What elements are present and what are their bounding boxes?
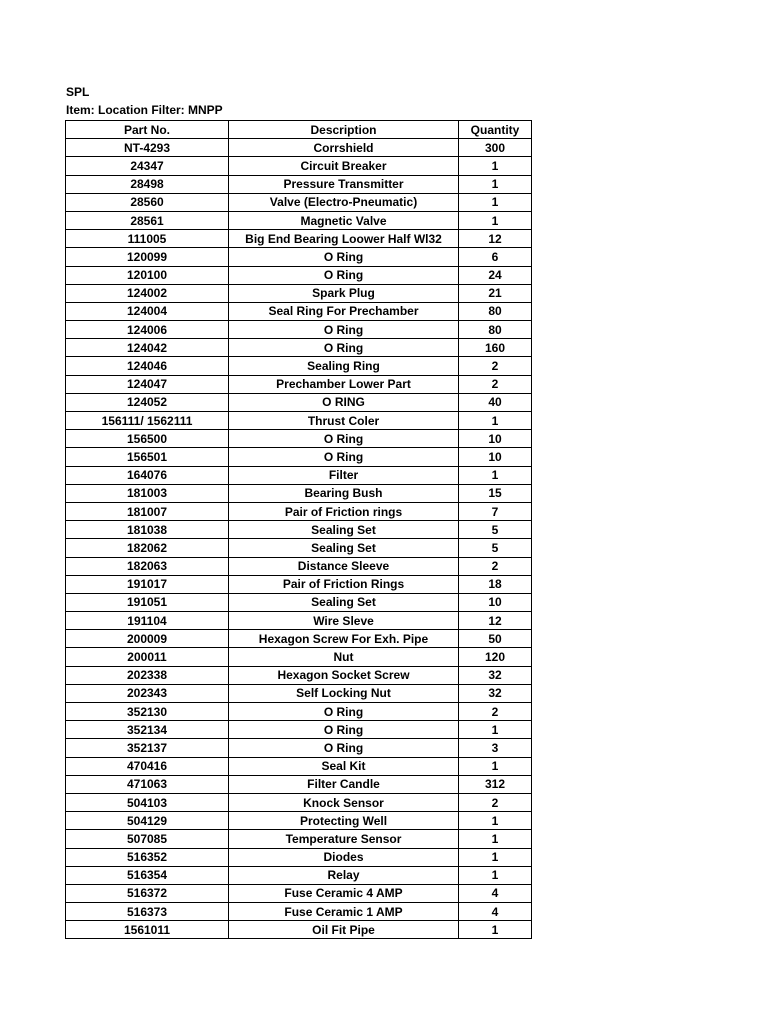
quantity-cell: 1 (459, 157, 532, 175)
quantity-cell: 160 (459, 339, 532, 357)
table-row (66, 793, 532, 811)
part-number-cell: 352130 (66, 703, 229, 721)
quantity-cell: 1 (459, 412, 532, 430)
quantity-cell: 1 (459, 921, 532, 939)
quantity-cell: 2 (459, 357, 532, 375)
table-row (66, 302, 532, 320)
quantity-cell: 6 (459, 248, 532, 266)
description-cell: Wire Sleve (229, 612, 459, 630)
part-number-cell: 516354 (66, 866, 229, 884)
description-cell: Sealing Set (229, 521, 459, 539)
quantity-cell: 1 (459, 193, 532, 211)
part-number-cell: 156500 (66, 430, 229, 448)
table-row (66, 157, 532, 175)
quantity-cell: 40 (459, 393, 532, 411)
description-cell: Big End Bearing Loower Half Wl32 (229, 230, 459, 248)
table-row (66, 430, 532, 448)
part-number-cell: 507085 (66, 830, 229, 848)
description-cell: Hexagon Socket Screw (229, 666, 459, 684)
part-number-cell: 191017 (66, 575, 229, 593)
table-row (66, 775, 532, 793)
description-cell: O Ring (229, 430, 459, 448)
table-row (66, 321, 532, 339)
description-cell: Oil Fit Pipe (229, 921, 459, 939)
description-cell: Circuit Breaker (229, 157, 459, 175)
quantity-cell: 32 (459, 666, 532, 684)
part-number-cell: 471063 (66, 775, 229, 793)
part-number-cell: 202343 (66, 684, 229, 702)
description-cell: Seal Ring For Prechamber (229, 302, 459, 320)
table-header-row (66, 121, 532, 139)
description-cell: Magnetic Valve (229, 211, 459, 229)
quantity-cell: 1 (459, 757, 532, 775)
parts-table (65, 120, 532, 939)
part-number-cell: NT-4293 (66, 139, 229, 157)
quantity-cell: 4 (459, 884, 532, 902)
quantity-cell: 32 (459, 684, 532, 702)
table-row (66, 884, 532, 902)
quantity-cell: 1 (459, 830, 532, 848)
quantity-cell: 5 (459, 539, 532, 557)
description-cell: O Ring (229, 739, 459, 757)
location-filter-label: Item: Location Filter: MNPP (66, 103, 223, 117)
description-cell: Nut (229, 648, 459, 666)
table-row (66, 557, 532, 575)
description-cell: Seal Kit (229, 757, 459, 775)
part-number-cell: 504129 (66, 812, 229, 830)
quantity-cell: 7 (459, 502, 532, 520)
description-cell: Pressure Transmitter (229, 175, 459, 193)
quantity-cell: 120 (459, 648, 532, 666)
table-row (66, 230, 532, 248)
table-row (66, 921, 532, 939)
description-cell: Filter (229, 466, 459, 484)
quantity-cell: 312 (459, 775, 532, 793)
table-row (66, 466, 532, 484)
table-row (66, 211, 532, 229)
description-cell: Sealing Set (229, 593, 459, 611)
description-cell: Spark Plug (229, 284, 459, 302)
part-number-cell: 120100 (66, 266, 229, 284)
table-row (66, 848, 532, 866)
part-number-cell: 124052 (66, 393, 229, 411)
table-row (66, 193, 532, 211)
quantity-cell: 2 (459, 793, 532, 811)
part-number-cell: 124002 (66, 284, 229, 302)
table-row (66, 593, 532, 611)
quantity-cell: 10 (459, 593, 532, 611)
description-cell: Fuse Ceramic 4 AMP (229, 884, 459, 902)
description-cell: Hexagon Screw For Exh. Pipe (229, 630, 459, 648)
description-cell: O Ring (229, 448, 459, 466)
description-cell: Pair of Friction rings (229, 502, 459, 520)
table-row (66, 393, 532, 411)
quantity-cell: 4 (459, 903, 532, 921)
description-cell: Relay (229, 866, 459, 884)
document-title: SPL (66, 85, 90, 99)
part-number-cell: 24347 (66, 157, 229, 175)
quantity-cell: 12 (459, 230, 532, 248)
description-cell: Thrust Coler (229, 412, 459, 430)
part-number-cell: 28561 (66, 211, 229, 229)
part-number-cell: 352137 (66, 739, 229, 757)
description-cell: O Ring (229, 321, 459, 339)
quantity-cell: 24 (459, 266, 532, 284)
part-number-cell: 182063 (66, 557, 229, 575)
part-number-cell: 504103 (66, 793, 229, 811)
quantity-cell: 21 (459, 284, 532, 302)
table-row (66, 539, 532, 557)
quantity-cell: 5 (459, 521, 532, 539)
quantity-cell: 10 (459, 430, 532, 448)
column-header-quantity: Quantity (459, 121, 532, 139)
part-number-cell: 470416 (66, 757, 229, 775)
quantity-cell: 10 (459, 448, 532, 466)
part-number-cell: 200011 (66, 648, 229, 666)
quantity-cell: 50 (459, 630, 532, 648)
table-row (66, 830, 532, 848)
quantity-cell: 18 (459, 575, 532, 593)
table-row (66, 866, 532, 884)
table-row (66, 248, 532, 266)
description-cell: Valve (Electro-Pneumatic) (229, 193, 459, 211)
part-number-cell: 156111/ 1562111 (66, 412, 229, 430)
table-row (66, 812, 532, 830)
description-cell: Bearing Bush (229, 484, 459, 502)
description-cell: Diodes (229, 848, 459, 866)
quantity-cell: 15 (459, 484, 532, 502)
quantity-cell: 300 (459, 139, 532, 157)
part-number-cell: 28498 (66, 175, 229, 193)
table-row (66, 612, 532, 630)
table-row (66, 339, 532, 357)
part-number-cell: 181038 (66, 521, 229, 539)
description-cell: Knock Sensor (229, 793, 459, 811)
description-cell: Temperature Sensor (229, 830, 459, 848)
part-number-cell: 124046 (66, 357, 229, 375)
description-cell: Protecting Well (229, 812, 459, 830)
table-row (66, 139, 532, 157)
table-row (66, 448, 532, 466)
part-number-cell: 124004 (66, 302, 229, 320)
part-number-cell: 516352 (66, 848, 229, 866)
table-row (66, 648, 532, 666)
quantity-cell: 2 (459, 703, 532, 721)
part-number-cell: 156501 (66, 448, 229, 466)
description-cell: Self Locking Nut (229, 684, 459, 702)
description-cell: O Ring (229, 721, 459, 739)
quantity-cell: 1 (459, 866, 532, 884)
description-cell: Corrshield (229, 139, 459, 157)
table-row (66, 684, 532, 702)
description-cell: Distance Sleeve (229, 557, 459, 575)
table-row (66, 484, 532, 502)
quantity-cell: 80 (459, 321, 532, 339)
column-header-part-no: Part No. (66, 121, 229, 139)
table-row (66, 357, 532, 375)
part-number-cell: 1561011 (66, 921, 229, 939)
part-number-cell: 120099 (66, 248, 229, 266)
quantity-cell: 3 (459, 739, 532, 757)
table-row (66, 521, 532, 539)
quantity-cell: 2 (459, 375, 532, 393)
quantity-cell: 1 (459, 211, 532, 229)
part-number-cell: 516372 (66, 884, 229, 902)
description-cell: O Ring (229, 703, 459, 721)
part-number-cell: 191104 (66, 612, 229, 630)
part-number-cell: 516373 (66, 903, 229, 921)
quantity-cell: 1 (459, 848, 532, 866)
description-cell: Sealing Set (229, 539, 459, 557)
table-row (66, 375, 532, 393)
part-number-cell: 181003 (66, 484, 229, 502)
table-row (66, 630, 532, 648)
description-cell: Filter Candle (229, 775, 459, 793)
part-number-cell: 181007 (66, 502, 229, 520)
quantity-cell: 1 (459, 812, 532, 830)
description-cell: Sealing Ring (229, 357, 459, 375)
part-number-cell: 28560 (66, 193, 229, 211)
table-row (66, 284, 532, 302)
part-number-cell: 164076 (66, 466, 229, 484)
quantity-cell: 1 (459, 466, 532, 484)
description-cell: Fuse Ceramic 1 AMP (229, 903, 459, 921)
column-header-description: Description (229, 121, 459, 139)
table-row (66, 266, 532, 284)
part-number-cell: 202338 (66, 666, 229, 684)
table-row (66, 666, 532, 684)
table-row (66, 757, 532, 775)
table-row (66, 703, 532, 721)
table-row (66, 739, 532, 757)
description-cell: Pair of Friction Rings (229, 575, 459, 593)
part-number-cell: 124047 (66, 375, 229, 393)
table-row (66, 412, 532, 430)
part-number-cell: 191051 (66, 593, 229, 611)
quantity-cell: 80 (459, 302, 532, 320)
part-number-cell: 352134 (66, 721, 229, 739)
table-row (66, 903, 532, 921)
part-number-cell: 124006 (66, 321, 229, 339)
description-cell: Prechamber Lower Part (229, 375, 459, 393)
part-number-cell: 200009 (66, 630, 229, 648)
quantity-cell: 12 (459, 612, 532, 630)
part-number-cell: 124042 (66, 339, 229, 357)
table-row (66, 575, 532, 593)
description-cell: O Ring (229, 248, 459, 266)
table-row (66, 175, 532, 193)
part-number-cell: 111005 (66, 230, 229, 248)
table-row (66, 502, 532, 520)
table-row (66, 721, 532, 739)
quantity-cell: 1 (459, 721, 532, 739)
quantity-cell: 2 (459, 557, 532, 575)
quantity-cell: 1 (459, 175, 532, 193)
description-cell: O Ring (229, 339, 459, 357)
description-cell: O RING (229, 393, 459, 411)
description-cell: O Ring (229, 266, 459, 284)
part-number-cell: 182062 (66, 539, 229, 557)
